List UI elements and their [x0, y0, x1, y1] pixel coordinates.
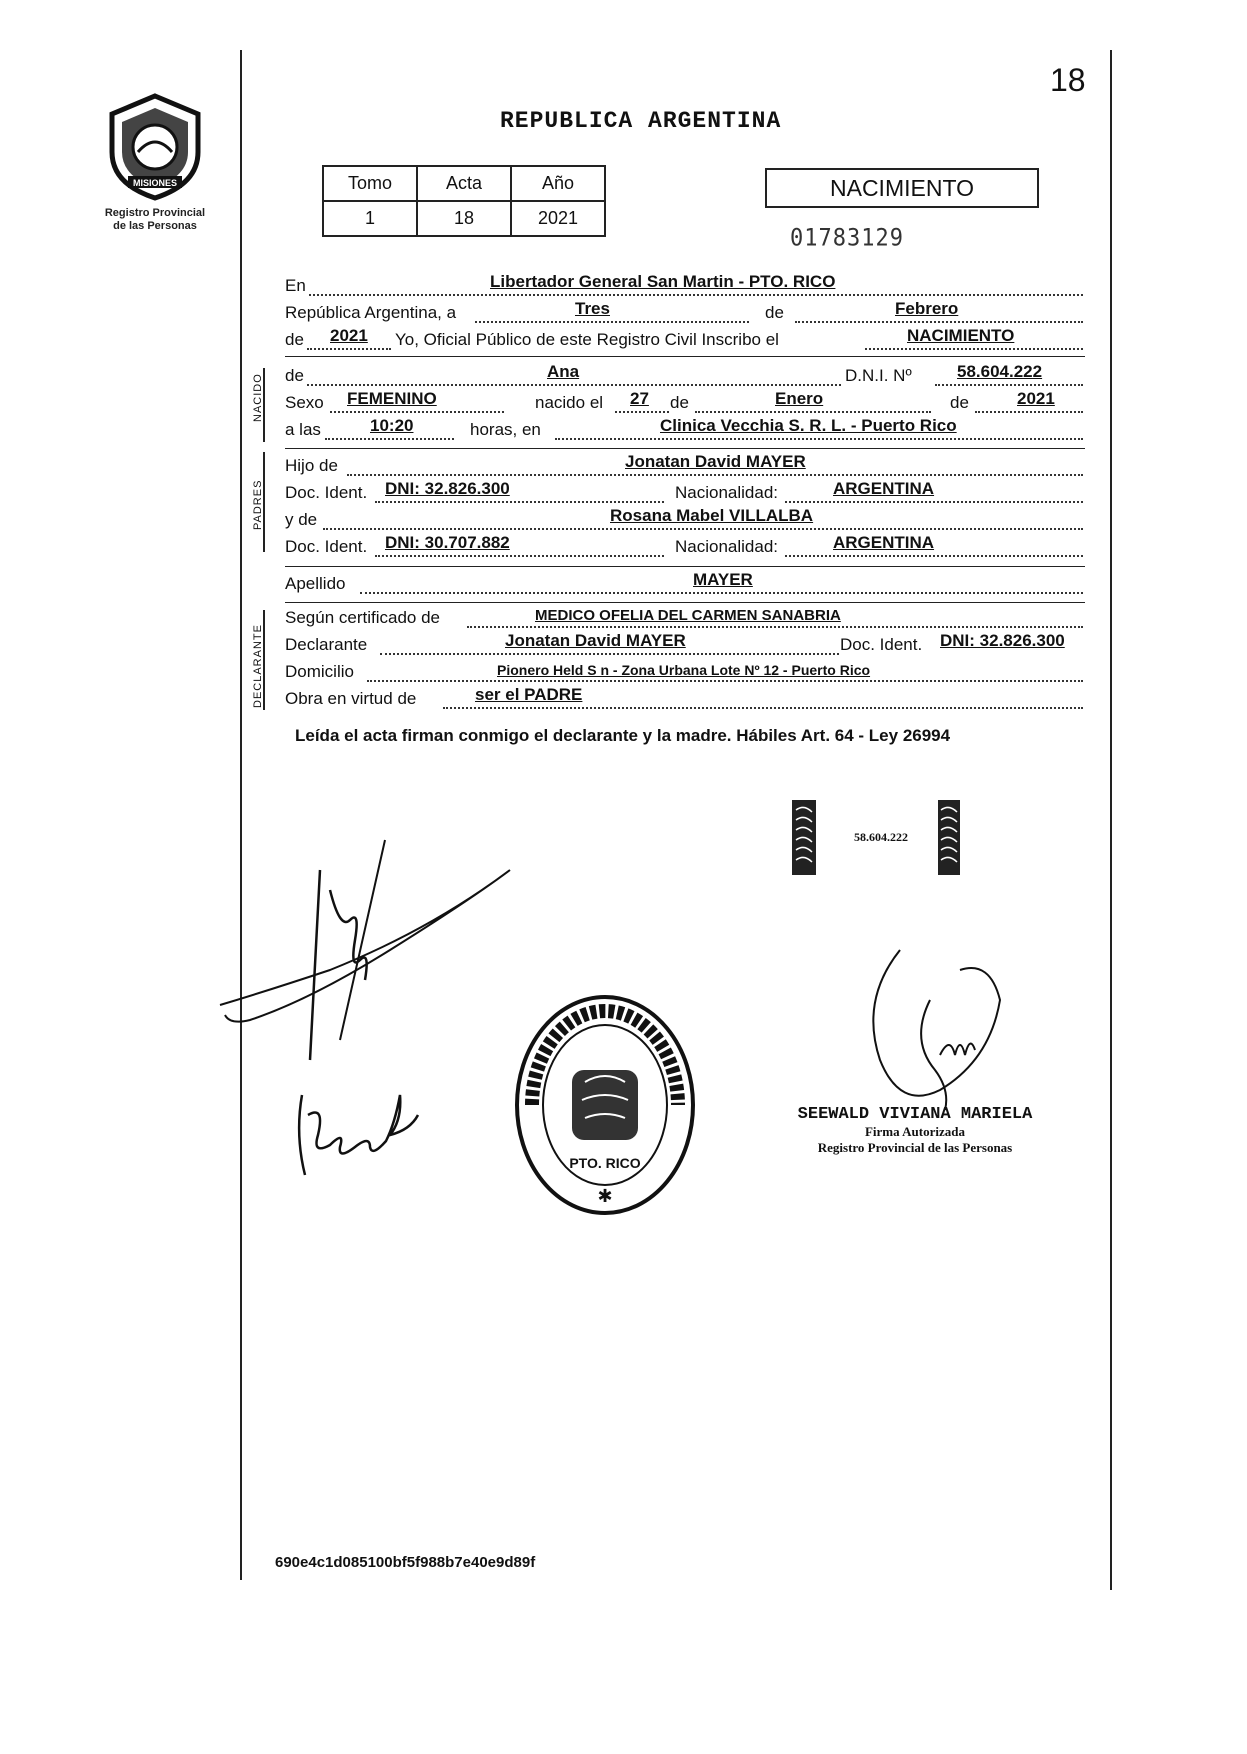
record-value-tomo: 1: [323, 201, 417, 236]
declarante-value: Jonatan David MAYER: [505, 631, 686, 650]
dotted-fill: [695, 411, 931, 413]
section-label-declarante: DECLARANTE: [252, 624, 264, 708]
record-value-anio: 2021: [511, 201, 605, 236]
date-day: Tres: [575, 299, 610, 318]
apellido-value: MAYER: [693, 570, 753, 589]
label-de-year: de: [950, 393, 969, 412]
dotted-fill: [347, 474, 1083, 476]
birth-day: 27: [630, 389, 649, 408]
label-inscribo: Yo, Oficial Público de este Registro Civil Inscribo el: [395, 330, 779, 349]
dotted-fill: [615, 411, 669, 413]
mother-nationality: ARGENTINA: [833, 533, 935, 552]
row-nacido-sexo: [285, 389, 1085, 415]
official-name: SEEWALD VIVIANA MARIELA: [797, 1105, 1033, 1124]
label-dni: D.N.I. Nº: [845, 366, 912, 385]
dotted-fill: [380, 653, 839, 655]
label-nacido-de: de: [285, 366, 304, 385]
label-de2: de: [285, 330, 304, 349]
declarante-doc: DNI: 32.826.300: [940, 631, 1065, 650]
page-title: REPUBLICA ARGENTINA: [500, 108, 782, 134]
label-doc-mother: Doc. Ident.: [285, 537, 368, 556]
page-number: 18: [1050, 62, 1086, 98]
fingerprint-card: [792, 800, 972, 875]
label-a-las: a las: [285, 420, 321, 439]
provincial-logo: [80, 92, 230, 233]
dotted-fill: [307, 384, 841, 386]
record-header-anio: Año: [511, 166, 605, 201]
record-header-acta: Acta: [417, 166, 511, 201]
birth-time: 10:20: [370, 416, 414, 435]
record-type-box: NACIMIENTO: [765, 168, 1039, 208]
row-date: [285, 299, 1085, 325]
row-mother-name: [285, 506, 1085, 532]
dotted-fill: [307, 348, 391, 350]
dotted-fill: [325, 438, 454, 440]
dotted-fill: [375, 501, 664, 503]
date-month: Febrero: [895, 299, 959, 318]
father-doc: DNI: 32.826.300: [385, 479, 510, 498]
logo-caption-line1: Registro Provincial: [104, 207, 206, 219]
legal-text: Leída el acta firman conmigo el declarante y la madre. Hábiles Art. 64 - Ley 26994: [295, 726, 951, 745]
birth-month: Enero: [775, 389, 824, 408]
section-label-nacido: NACIDO: [252, 373, 264, 422]
label-horas-en: horas, en: [470, 420, 541, 439]
logo-caption-line2: de las Personas: [113, 220, 197, 232]
right-margin-line: [1110, 50, 1112, 1590]
label-obra: Obra en virtud de: [285, 689, 417, 708]
dotted-fill: [795, 321, 1083, 323]
section-label-padres: PADRES: [252, 479, 264, 530]
label-certificado: Según certificado de: [285, 608, 440, 627]
label-hijo-de: Hijo de: [285, 456, 338, 475]
label-doc-declarante: Doc. Ident.: [840, 635, 923, 654]
row-domicilio: [285, 658, 1085, 684]
dotted-fill: [330, 411, 504, 413]
section-divider: [285, 356, 1085, 357]
row-certificado: [285, 604, 1085, 630]
dotted-fill: [467, 626, 1083, 628]
certificado-value: MEDICO OFELIA DEL CARMEN SANABRIA: [535, 607, 841, 624]
dotted-fill: [309, 294, 1083, 296]
svg-text:✱: ✱: [597, 1186, 613, 1206]
dotted-fill: [555, 438, 1083, 440]
record-value-acta: 18: [417, 201, 511, 236]
dotted-fill: [475, 321, 749, 323]
dotted-fill: [865, 348, 1083, 350]
dotted-fill: [375, 555, 664, 557]
birth-place: Clinica Vecchia S. R. L. - Puerto Rico: [660, 416, 957, 435]
row-father-doc: [285, 479, 1085, 505]
row-mother-doc: [285, 533, 1085, 559]
row-apellido: [285, 570, 1085, 596]
label-sexo: Sexo: [285, 393, 324, 412]
father-name: Jonatan David MAYER: [625, 452, 806, 471]
row-father-name: [285, 452, 1085, 478]
document-hash: 690e4c1d085100bf5f988b7e40e9d89f: [275, 1554, 536, 1571]
dotted-fill: [785, 555, 1083, 557]
mother-signature-icon: [290, 1075, 430, 1185]
official-seal-icon: [510, 990, 700, 1220]
date-year: 2021: [330, 326, 368, 345]
dotted-fill: [975, 411, 1083, 413]
label-de-month: de: [670, 393, 689, 412]
dotted-fill: [443, 707, 1083, 709]
label-nacionalidad-mother: Nacionalidad:: [675, 537, 779, 556]
row-declarante: [285, 631, 1085, 657]
dotted-fill: [367, 680, 1083, 682]
svg-text:MISIONES: MISIONES: [132, 178, 178, 188]
section-divider: [285, 448, 1085, 449]
father-nationality: ARGENTINA: [833, 479, 935, 498]
row-place: [285, 272, 1085, 298]
row-nacido-time: [285, 416, 1085, 442]
domicilio-value: Pionero Held S n - Zona Urbana Lote Nº 12 - Puerto Rico: [497, 662, 871, 678]
row-nacido-name: [285, 362, 1085, 388]
row-obra: [285, 685, 1085, 711]
official-org: Registro Provincial de las Personas: [817, 1140, 1013, 1155]
label-apellido: Apellido: [285, 574, 346, 593]
dotted-fill: [323, 528, 1083, 530]
place-value: Libertador General San Martin - PTO. RICO: [490, 272, 836, 291]
official-signature-block: [765, 1105, 1065, 1156]
mother-doc: DNI: 30.707.882: [385, 533, 510, 552]
obra-value: ser el PADRE: [475, 685, 583, 704]
declarant-signature-icon: [210, 830, 530, 1080]
record-table: [322, 165, 606, 237]
svg-text:PTO. RICO: PTO. RICO: [569, 1155, 641, 1171]
label-nacido-el: nacido el: [535, 393, 604, 412]
misiones-shield-icon: [100, 92, 210, 202]
fingerprint-dni: 58.604.222: [854, 830, 908, 844]
label-en: En: [285, 276, 306, 295]
nacido-sexo: FEMENINO: [347, 389, 437, 408]
record-header-tomo: Tomo: [323, 166, 417, 201]
left-margin-line: [240, 50, 242, 1580]
nacido-name: Ana: [547, 362, 580, 381]
label-declarante: Declarante: [285, 635, 368, 654]
mother-name: Rosana Mabel VILLALBA: [610, 506, 814, 525]
official-role: Firma Autorizada: [864, 1124, 965, 1139]
birth-year: 2021: [1017, 389, 1055, 408]
label-domicilio: Domicilio: [285, 662, 354, 681]
dotted-fill: [935, 384, 1083, 386]
official-seal: [510, 990, 700, 1220]
official-signature-icon: [840, 940, 1040, 1120]
label-republica: República Argentina, a: [285, 303, 457, 322]
dotted-fill: [360, 592, 1083, 594]
section-divider: [285, 566, 1085, 567]
event-value: NACIMIENTO: [907, 326, 1015, 345]
nacido-dni: 58.604.222: [957, 362, 1043, 381]
label-doc-father: Doc. Ident.: [285, 483, 368, 502]
label-y-de: y de: [285, 510, 318, 529]
serial-number: 01783129: [790, 224, 904, 253]
label-nacionalidad-father: Nacionalidad:: [675, 483, 779, 502]
section-divider: [285, 602, 1085, 603]
row-year: [285, 326, 1085, 352]
label-de: de: [765, 303, 784, 322]
dotted-fill: [785, 501, 1083, 503]
